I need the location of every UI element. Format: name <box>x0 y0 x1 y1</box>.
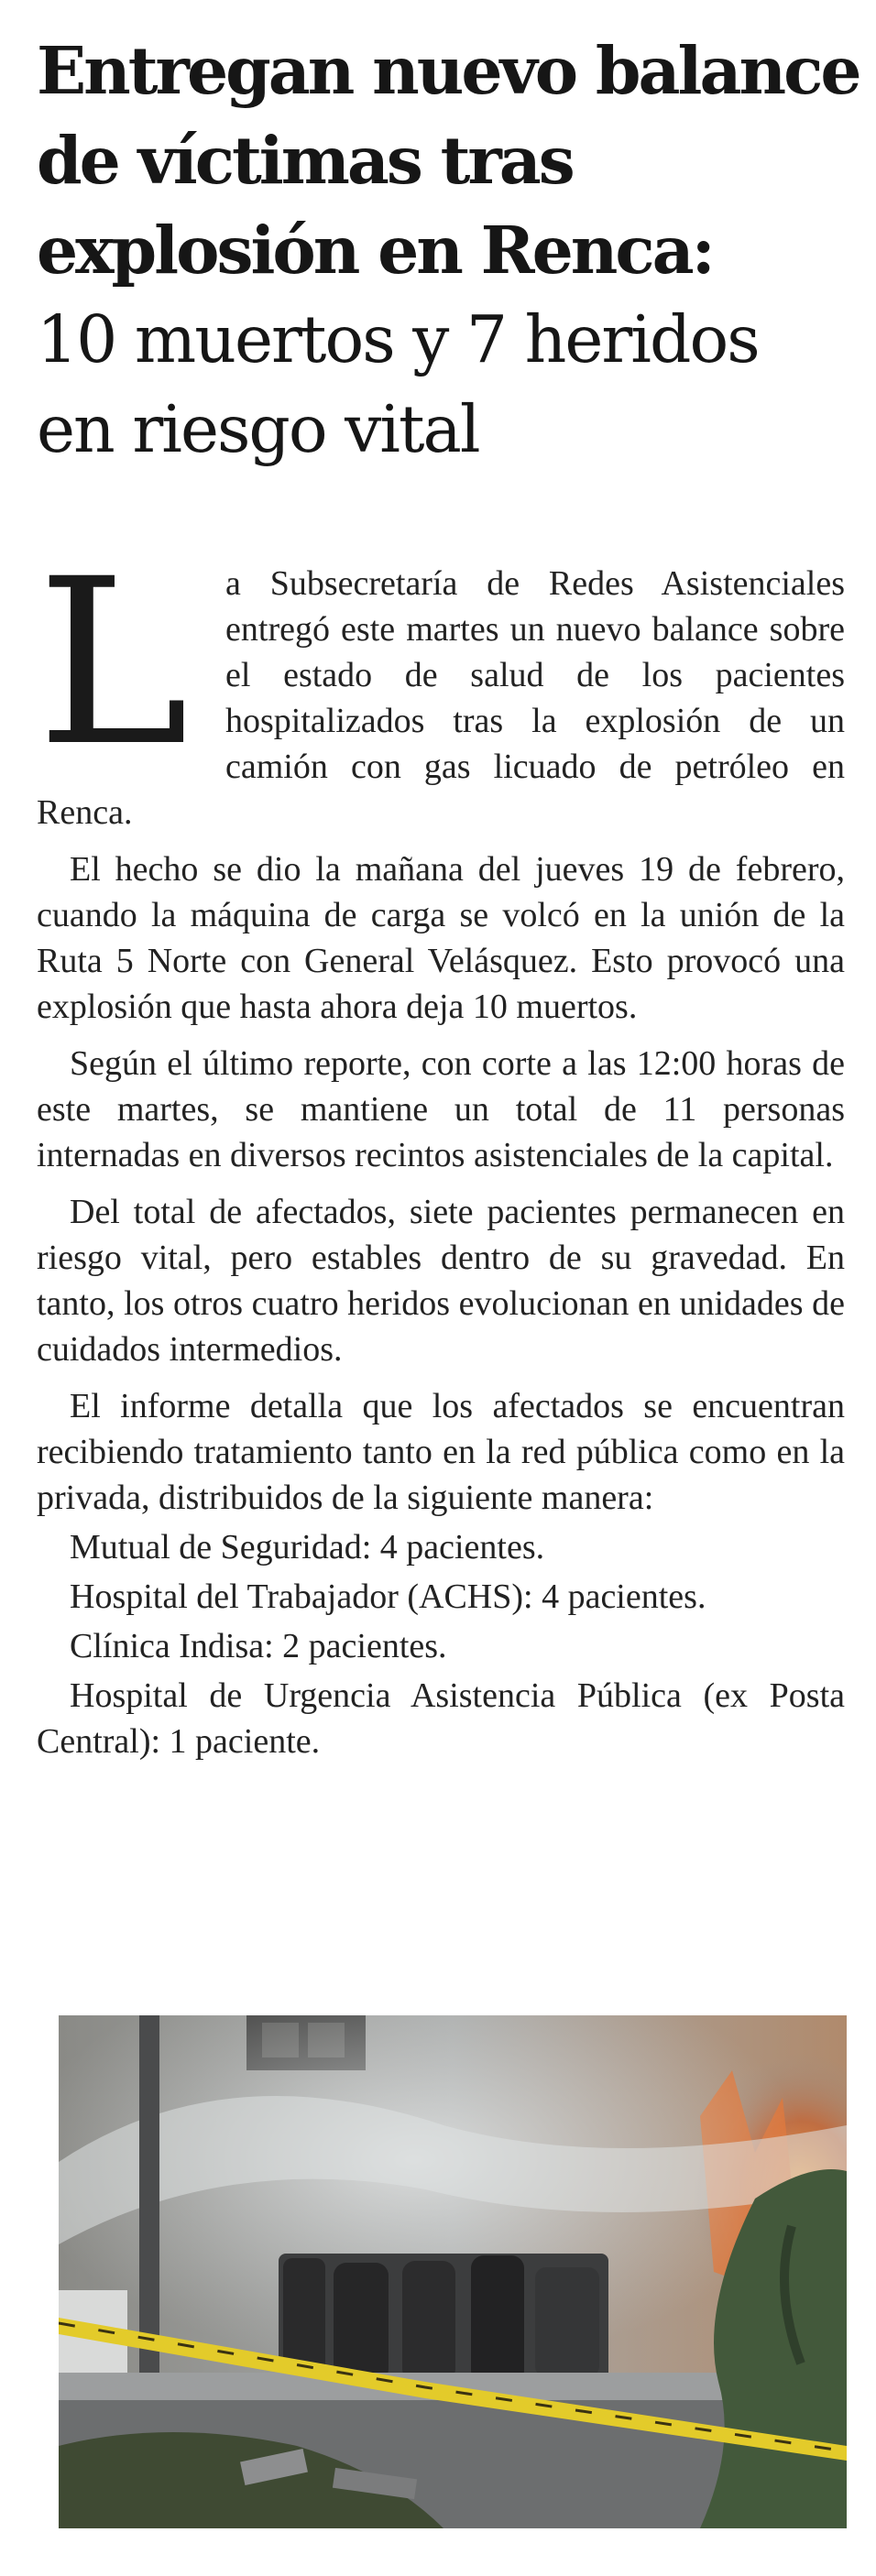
paragraph: Según el último reporte, con corte a las 12:00 horas de este martes, se mantiene un total de 11 personas internadas en diversos recintos asistenciales de la capital. <box>37 1044 845 1174</box>
list-item: Hospital de Urgencia Asistencia Pública (ex Posta Central): 1 paciente. <box>37 1676 845 1761</box>
subheadline-line: 10 muertos y 7 heridos <box>37 301 759 377</box>
list-item: Mutual de Seguridad: 4 pacientes. <box>70 1528 545 1566</box>
paragraph: El hecho se dio la mañana del jueves 19 de febrero, cuando la máquina de carga se volcó en la unión de la Ruta 5 Norte con General Velásquez. Esto provocó una explosión que hasta ahora deja 10 muertos. <box>37 850 845 1026</box>
paragraph-text: a Subsecretaría de Redes Asistenciales entregó este martes un nuevo balance sobre el estado de salud de los pacientes hospitalizados tras la explosión de un camión con gas licuado de petróleo en Renca. <box>37 564 845 832</box>
paragraph: El informe detalla que los afectados se encuentran recibiendo tratamiento tanto en la red pública como en la privada, distribuidos de la siguiente manera: <box>37 1387 845 1517</box>
list-item: Hospital del Trabajador (ACHS): 4 pacientes. <box>70 1577 706 1616</box>
news-photo <box>59 2015 847 2528</box>
list-item: Clínica Indisa: 2 pacientes. <box>70 1627 447 1665</box>
headline-line: explosión en Renca: <box>37 212 713 289</box>
headline-line: de víctimas tras <box>37 122 573 199</box>
headline-line: Entregan nuevo balance <box>37 32 860 109</box>
explosion-scene-image <box>59 2015 847 2528</box>
paragraph-lead <box>37 529 845 835</box>
article-body <box>37 529 845 1764</box>
drop-cap: L <box>37 529 190 796</box>
headline <box>37 26 861 475</box>
paragraph: Del total de afectados, siete pacientes permanecen en riesgo vital, pero estables dentro de su gravedad. En tanto, los otros cuatro heridos evolucionan en unidades de cuidados intermedios. <box>37 1193 845 1369</box>
subheadline-line: en riesgo vital <box>37 391 479 467</box>
